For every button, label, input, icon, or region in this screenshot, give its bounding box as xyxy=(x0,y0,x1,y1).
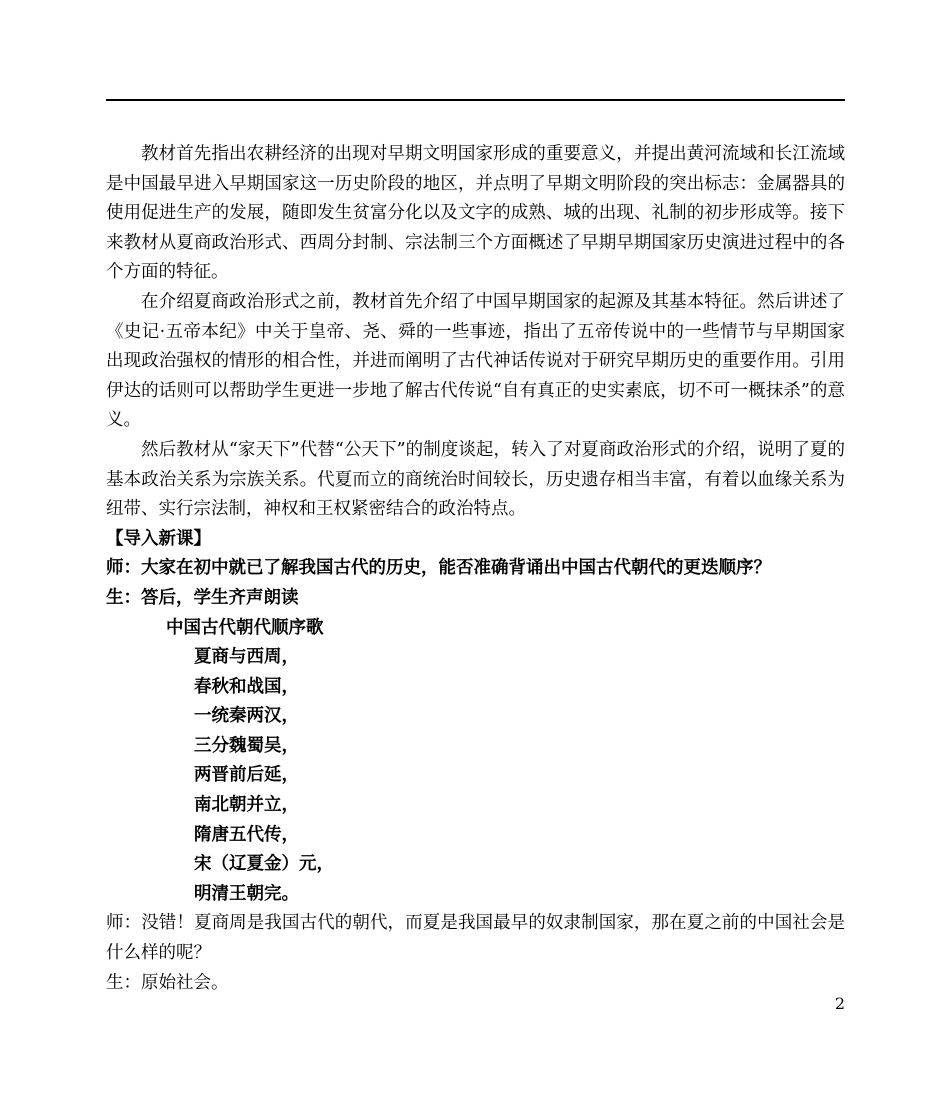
song-line: 南北朝并立， xyxy=(194,795,299,816)
song-line: 宋（辽夏金）元， xyxy=(194,854,334,875)
song-line: 春秋和战国， xyxy=(194,676,299,697)
teacher-question: 师：大家在初中就已了解我国古代的历史，能否准确背诵出中国古代朝代的更迭顺序？ xyxy=(106,558,771,579)
student-answer: 生：答后，学生齐声朗读 xyxy=(106,587,299,608)
song-verse xyxy=(106,643,845,909)
song-title: 中国古代朝代顺序歌 xyxy=(166,617,324,638)
header-rule xyxy=(106,99,845,101)
section-heading: 【导入新课】 xyxy=(106,528,211,549)
song-line: 一统秦两汉， xyxy=(194,706,299,727)
teacher-reply: 师：没错！夏商周是我国古代的朝代，而夏是我国最早的奴隶制国家，那在夏之前的中国社会是什么样的呢？ xyxy=(106,913,845,964)
song-line: 三分魏蜀吴， xyxy=(194,735,299,756)
song-line: 两晋前后延， xyxy=(194,765,299,786)
paragraph-textbook-overview: 教材首先指出农耕经济的出现对早期文明国家形成的重要意义，并提出黄河流域和长江流域是中国最早进入早期国家这一历史阶段的地区，并点明了早期文明阶段的突出标志：金属器具的使用促进生产的发展，随即发生贫富分化以及文字的成熟、城的出现、礼制的初步形成等。接下来教材从夏商政治形式、西周分封制、宗法制三个方面概述了早期早期国家历史演进过程中的各个方面的特征。 xyxy=(106,144,845,283)
student-reply: 生：原始社会。 xyxy=(106,972,229,993)
song-line: 夏商与西周， xyxy=(194,647,299,668)
page-body xyxy=(106,140,845,998)
paragraph-xia-shang-origins: 在介绍夏商政治形式之前，教材首先介绍了中国早期国家的起源及其基本特征。然后讲述了《史记·五帝本纪》中关于皇帝、尧、舜的一些事迹，指出了五帝传说中的一些情节与早期国家出现政治强权的情形的相合性，并进而阐明了古代神话传说对于研究早期历史的重要作用。引用伊达的话则可以帮助学生更进一步地了解古代传说“自有真正的史实素底，切不可一概抹杀”的意义。 xyxy=(106,291,845,431)
page-number: 2 xyxy=(834,994,845,1013)
song-line: 隋唐五代传， xyxy=(194,824,299,845)
song-line: 明清王朝完。 xyxy=(194,883,299,904)
paragraph-political-form: 然后教材从“家天下”代替“公天下”的制度谈起，转入了对夏商政治形式的介绍，说明了夏的基本政治关系为宗族关系。代夏而立的商统治时间较长，历史遗存相当丰富，有着以血缘关系为纽带、实行宗法制，神权和王权紧密结合的政治特点。 xyxy=(106,439,845,520)
